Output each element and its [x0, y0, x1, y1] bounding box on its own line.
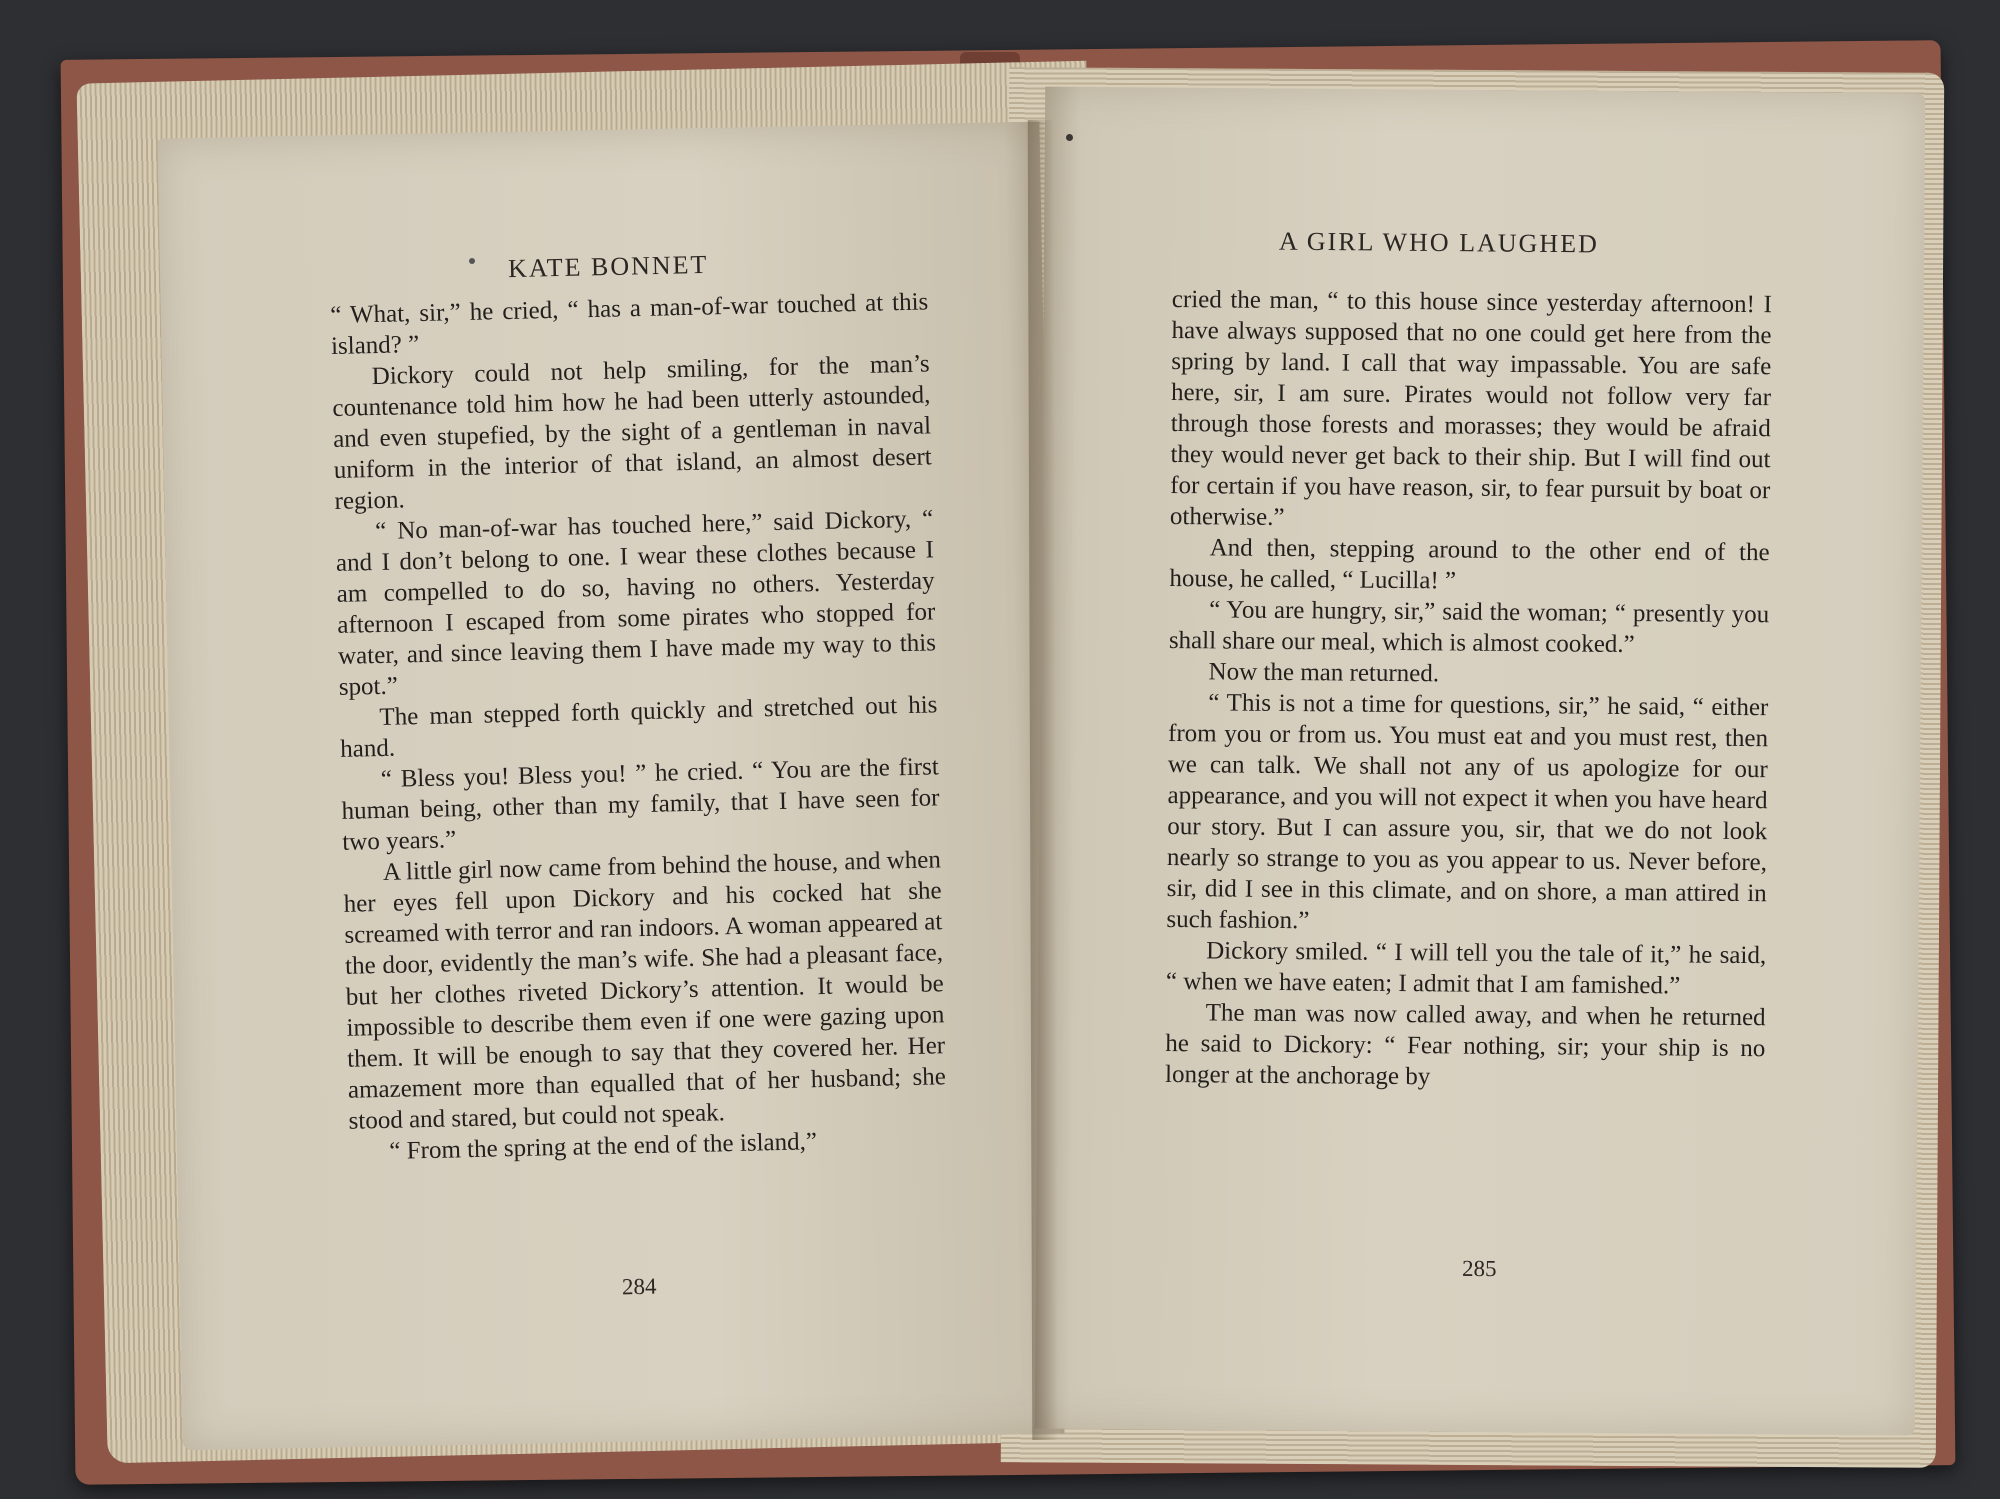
paragraph: “ You are hungry, sir,” said the woman; “ presently you shall share our meal, which is almost cooked.”: [1168, 596, 1770, 659]
left-running-head: KATE BONNET: [507, 249, 709, 284]
paragraph: The man stepped forth quickly and stretched out his hand.: [339, 691, 938, 763]
paragraph: The man was now called away, and when he returned he said to Dickory: “ Fear nothing, sir; your ship is no longer at the anchorage by: [1164, 999, 1766, 1091]
paragraph: “ This is not a time for questions, sir,” he said, “ either from you or from us. You must eat and you must rest, then we can talk. We shall not any of us apologize for our appearance, and you will not expect it when you have heard our story. But I can assure you, sir, that we do not look nearly so strange to you as you appear to us. Never before, sir, did I see in this climate, and on shore, a man attired in such fashion.”: [1166, 689, 1769, 935]
paragraph: “ From the spring at the end of the island,”: [389, 1128, 818, 1165]
ink-dot: [469, 258, 475, 264]
paragraph: “ Bless you! Bless you! ” he cried. “ You are the first human being, other than my family, that I have seen for two years.”: [341, 753, 940, 856]
paragraph: “ What, sir,” he cried, “ has a man-of-war touched at this island? ”: [330, 288, 929, 360]
left-page-number: 284: [621, 1273, 657, 1300]
right-page-number: 285: [1461, 1255, 1497, 1282]
paragraph: Dickory smiled. “ I will tell you the tale of it,” he said, “ when we have eaten; I admit that I am famished.”: [1165, 937, 1767, 1000]
paragraph: Now the man returned.: [1208, 658, 1440, 688]
right-running-head: A GIRL WHO LAUGHED: [1278, 226, 1599, 259]
paragraph: Dickory could not help smiling, for the man’s countenance told him how he had been utterly astounded, and even stupefied, by the sight of a gentleman in naval uniform in the interior of that island, an almost desert region.: [332, 350, 933, 515]
ink-spot: [1066, 134, 1073, 141]
page-gutter: [1028, 120, 1059, 1440]
paragraph: And then, stepping around to the other end of the house, he called, “ Lucilla! ”: [1169, 534, 1770, 595]
left-page-text: [330, 286, 948, 1167]
right-page-text: [1165, 284, 1772, 1095]
paragraph: A little girl now came from behind the house, and when her eyes fell upon Dickory and his cocked hat she screamed with terror and ran indoors. A woman appeared at the door, evidently the man’s wife. She had a pleasant face, but her clothes riveted Dickory’s attention. It would be impossible to describe them even if one were gazing upon them. It will be enough to say that they covered her. Her amazement more than equalled that of her husband; she stood and stared, but could not speak.: [343, 846, 947, 1135]
paragraph: cried the man, “ to this house since yesterday afternoon! I have always supposed that no one could get here from the spring by land. I call that way impassable. You are safe here, sir, I am sure. Pirates would not follow very far through those forests and morasses; they would be afraid they would never get back to their ship. But I will find out for certain if you have reason, sir, to fear pursuit by boat or otherwise.”: [1169, 285, 1772, 531]
paragraph: “ No man-of-war has touched here,” said Dickory, “ and I don’t belong to one. I wear these clothes because I am compelled to do so, having no others. Yesterday afternoon I escaped from some pirates who stopped for water, and since leaving them I have made my way to this spot.”: [335, 505, 937, 701]
